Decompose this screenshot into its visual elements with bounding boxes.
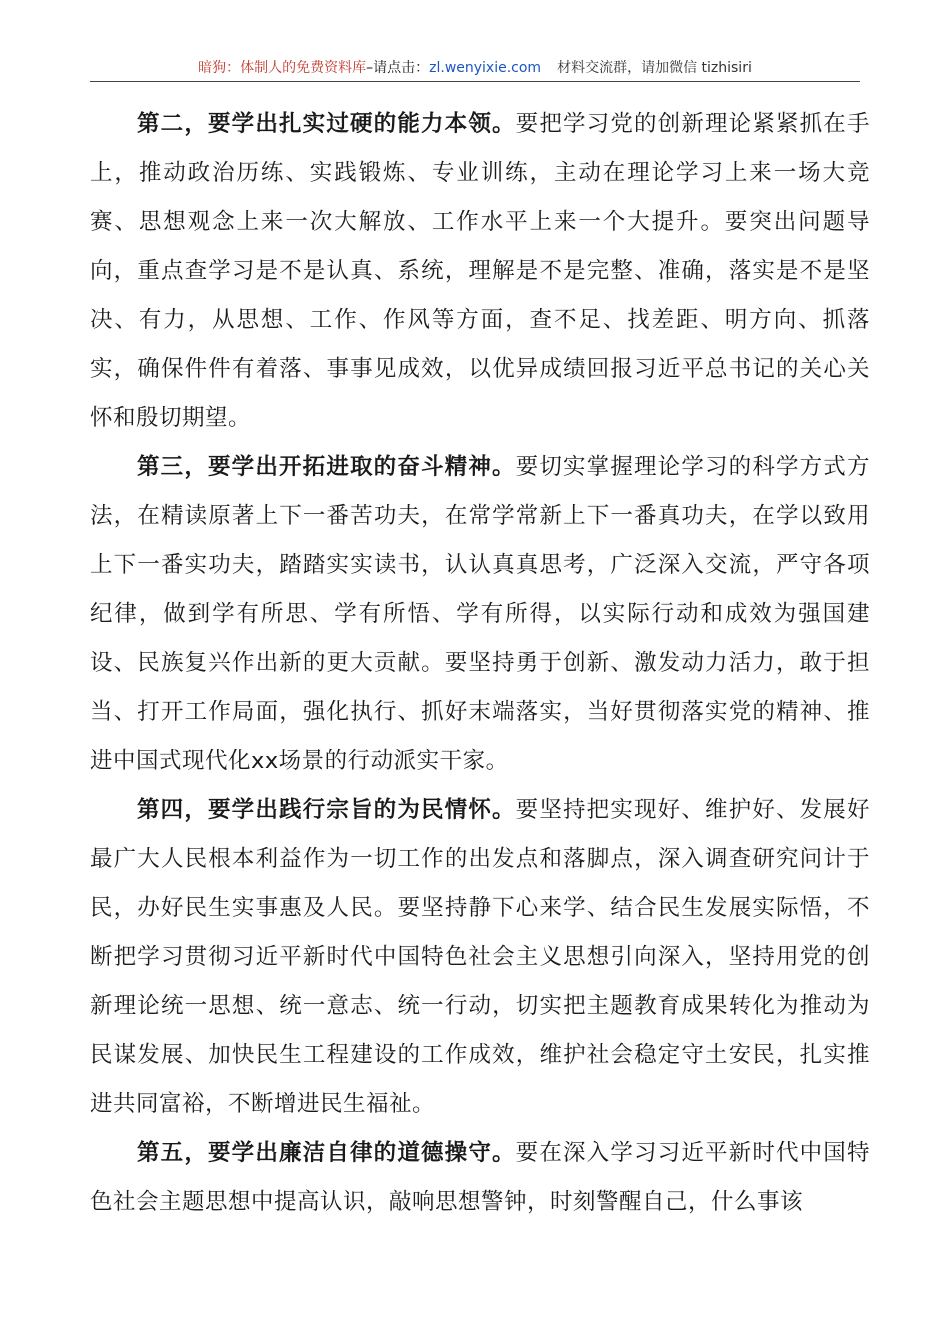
paragraph-lead: 第二，要学出扎实过硬的能力本领。 — [137, 111, 516, 137]
paragraph-text: 要坚持把实现好、维护好、发展好最广大人民根本利益作为一切工作的出发点和落脚点，深入调查研究问计于民，办好民生实事惠及人民。要坚持静下心来学、结合民生发展实际悟，不断把学习贯彻习近平新时代中国特色社会主义思想引向深入，坚持用党的创新理论统一思想、统一意志、统一行动，切实把主题教育成果转化为推动为民谋发展、加快民生工程建设的工作成效，维护社会稳定守土安民，扎实推进共同富裕，不断增进民生福祉。 — [90, 797, 870, 1117]
paragraph-text: 要在深入学习习近平新时代中国特色社会主题思想中提高认识，敲响思想警钟，时刻警醒自己，什么事该 — [90, 1140, 870, 1215]
header-divider — [90, 81, 860, 82]
paragraph-4 — [90, 786, 870, 1129]
paragraph-lead: 第四，要学出践行宗旨的为民情怀。 — [137, 797, 516, 823]
header-contact: 材料交流群，请加微信 tizhisiri — [557, 60, 752, 76]
header-brand: 暗狗：体制人的免费资料库 — [198, 60, 367, 76]
paragraph-text: 要切实掌握理论学习的科学方式方法，在精读原著上下一番苦功夫，在常学常新上下一番真功夫，在学以致用上下一番实功夫，踏踏实实读书，认认真真思考，广泛深入交流，严守各项纪律，做到学有所思、学有所悟、学有所得，以实际行动和成效为强国建设、民族复兴作出新的更大贡献。要坚持勇于创新、激发动力活力，敢于担当、打开工作局面，强化执行、抓好末端落实，当好贯彻落实党的精神、推进中国式现代化xx场景的行动派实干家。 — [90, 454, 870, 774]
paragraph-lead: 第三，要学出开拓进取的奋斗精神。 — [137, 454, 516, 480]
header-prompt: –请点击： — [366, 60, 430, 76]
paragraph-2 — [90, 100, 870, 443]
paragraph-text: 要把学习党的创新理论紧紧抓在手上，推动政治历练、实践锻炼、专业训练，主动在理论学习上来一场大竞赛、思想观念上来一次大解放、工作水平上来一个大提升。要突出问题导向，重点查学习是不是认真、系统，理解是不是完整、准确，落实是不是坚决、有力，从思想、工作、作风等方面，查不足、找差距、明方向、抓落实，确保件件有着落、事事见成效，以优异成绩回报习近平总书记的关心关怀和殷切期望。 — [90, 111, 870, 431]
paragraph-lead: 第五，要学出廉洁自律的道德操守。 — [137, 1140, 516, 1166]
page-header — [90, 58, 860, 78]
paragraph-5 — [90, 1129, 870, 1227]
document-body — [90, 100, 870, 1227]
paragraph-3 — [90, 443, 870, 786]
header-link[interactable]: zl.wenyixie.com — [429, 60, 542, 76]
